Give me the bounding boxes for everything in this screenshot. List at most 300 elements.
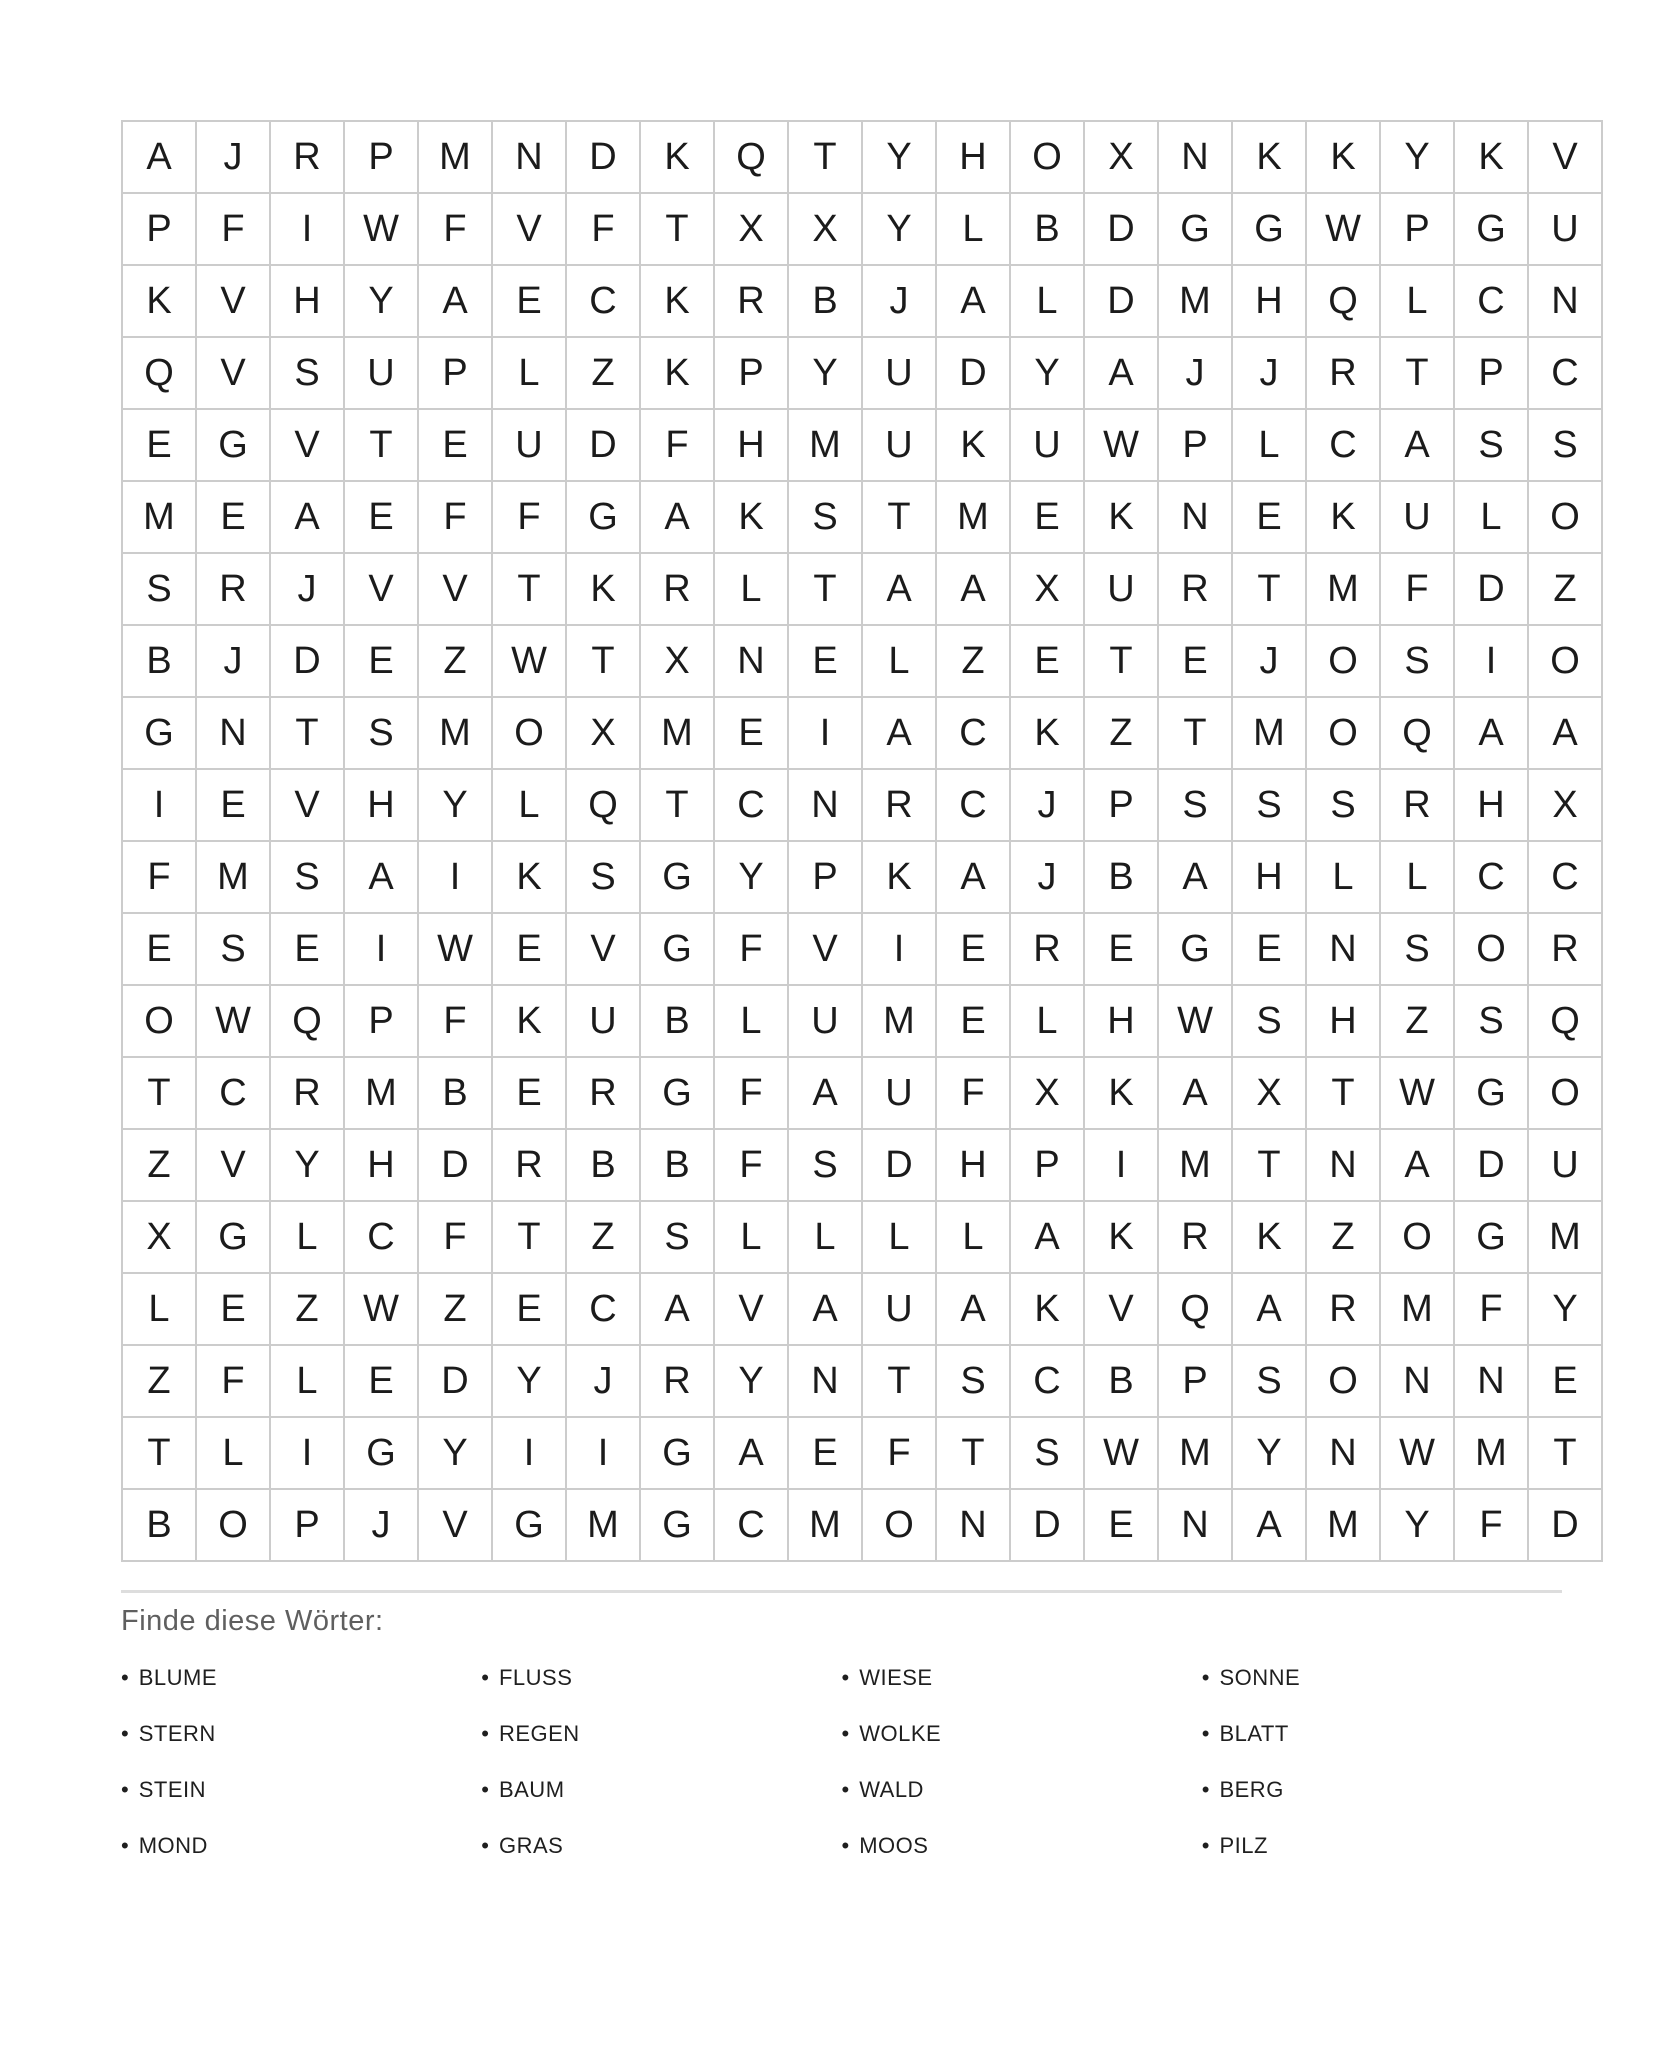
grid-cell-letter: F	[196, 193, 270, 265]
grid-cell-letter: M	[418, 697, 492, 769]
grid-cell-letter: R	[714, 265, 788, 337]
grid-cell-letter: C	[714, 769, 788, 841]
grid-cell-letter: V	[1528, 121, 1602, 193]
grid-cell-letter: R	[566, 1057, 640, 1129]
grid-cell-letter: A	[270, 481, 344, 553]
grid-cell-letter: S	[1232, 985, 1306, 1057]
grid-row	[122, 481, 1602, 553]
grid-cell-letter: A	[1158, 841, 1232, 913]
grid-cell-letter: R	[862, 769, 936, 841]
grid-cell-letter: G	[1158, 193, 1232, 265]
grid-cell-letter: W	[1084, 1417, 1158, 1489]
grid-cell-letter: A	[1232, 1489, 1306, 1561]
grid-cell-letter: N	[1158, 121, 1232, 193]
grid-cell-letter: M	[1158, 1129, 1232, 1201]
bullet-icon: •	[841, 1833, 850, 1858]
grid-cell-letter: T	[1380, 337, 1454, 409]
grid-cell-letter: G	[1454, 1201, 1528, 1273]
grid-cell-letter: S	[1528, 409, 1602, 481]
bullet-icon: •	[1201, 1721, 1210, 1746]
grid-row	[122, 1057, 1602, 1129]
grid-cell-letter: Z	[122, 1129, 196, 1201]
grid-cell-letter: H	[270, 265, 344, 337]
word-label: PILZ	[1219, 1833, 1268, 1858]
grid-cell-letter: I	[862, 913, 936, 985]
grid-cell-letter: Y	[788, 337, 862, 409]
grid-cell-letter: S	[788, 1129, 862, 1201]
word-list-item	[842, 1777, 1202, 1803]
grid-cell-letter: U	[862, 1057, 936, 1129]
page	[121, 120, 1581, 1859]
grid-cell-letter: X	[1084, 121, 1158, 193]
grid-cell-letter: K	[640, 121, 714, 193]
grid-cell-letter: G	[1158, 913, 1232, 985]
grid-cell-letter: A	[862, 553, 936, 625]
bullet-icon: •	[841, 1721, 850, 1746]
grid-cell-letter: T	[788, 553, 862, 625]
grid-cell-letter: J	[862, 265, 936, 337]
grid-cell-letter: X	[1528, 769, 1602, 841]
grid-cell-letter: L	[936, 193, 1010, 265]
grid-cell-letter: B	[122, 1489, 196, 1561]
grid-cell-letter: Y	[862, 121, 936, 193]
word-list-item	[842, 1833, 1202, 1859]
grid-cell-letter: J	[270, 553, 344, 625]
grid-cell-letter: J	[196, 121, 270, 193]
grid-cell-letter: E	[196, 769, 270, 841]
grid-cell-letter: W	[492, 625, 566, 697]
grid-cell-letter: T	[492, 1201, 566, 1273]
word-search-grid	[121, 120, 1603, 1562]
grid-cell-letter: T	[1084, 625, 1158, 697]
grid-cell-letter: Y	[418, 1417, 492, 1489]
grid-cell-letter: N	[1158, 481, 1232, 553]
grid-cell-letter: F	[714, 1129, 788, 1201]
grid-cell-letter: C	[344, 1201, 418, 1273]
grid-cell-letter: C	[936, 769, 1010, 841]
grid-cell-letter: M	[1454, 1417, 1528, 1489]
grid-cell-letter: L	[196, 1417, 270, 1489]
grid-cell-letter: M	[1158, 1417, 1232, 1489]
grid-cell-letter: K	[1232, 1201, 1306, 1273]
grid-cell-letter: T	[862, 481, 936, 553]
grid-cell-letter: F	[1454, 1273, 1528, 1345]
bullet-icon: •	[121, 1665, 129, 1690]
grid-cell-letter: T	[1306, 1057, 1380, 1129]
grid-cell-letter: E	[344, 1345, 418, 1417]
grid-cell-letter: Z	[566, 337, 640, 409]
grid-cell-letter: F	[566, 193, 640, 265]
grid-cell-letter: F	[1454, 1489, 1528, 1561]
grid-cell-letter: D	[1084, 265, 1158, 337]
grid-cell-letter: C	[936, 697, 1010, 769]
grid-cell-letter: L	[1380, 265, 1454, 337]
grid-cell-letter: I	[1454, 625, 1528, 697]
grid-cell-letter: K	[122, 265, 196, 337]
grid-cell-letter: E	[788, 1417, 862, 1489]
grid-cell-letter: G	[196, 1201, 270, 1273]
bullet-icon: •	[121, 1833, 129, 1858]
grid-cell-letter: K	[936, 409, 1010, 481]
grid-cell-letter: H	[1232, 841, 1306, 913]
grid-cell-letter: Y	[862, 193, 936, 265]
grid-cell-letter: Z	[418, 625, 492, 697]
word-label: BAUM	[498, 1777, 565, 1802]
grid-cell-letter: S	[1380, 625, 1454, 697]
grid-cell-letter: N	[1306, 1417, 1380, 1489]
grid-row	[122, 625, 1602, 697]
grid-cell-letter: V	[196, 337, 270, 409]
grid-cell-letter: V	[196, 265, 270, 337]
grid-cell-letter: V	[270, 769, 344, 841]
grid-cell-letter: Y	[1528, 1273, 1602, 1345]
grid-cell-letter: C	[1010, 1345, 1084, 1417]
grid-cell-letter: F	[122, 841, 196, 913]
word-label: STERN	[138, 1721, 216, 1746]
grid-cell-letter: T	[862, 1345, 936, 1417]
grid-cell-letter: N	[1454, 1345, 1528, 1417]
grid-cell-letter: N	[492, 121, 566, 193]
grid-cell-letter: E	[1010, 625, 1084, 697]
word-list-item	[1202, 1665, 1562, 1691]
grid-cell-letter: P	[714, 337, 788, 409]
grid-cell-letter: F	[936, 1057, 1010, 1129]
grid-row	[122, 553, 1602, 625]
word-list-item	[121, 1777, 481, 1803]
grid-cell-letter: T	[344, 409, 418, 481]
grid-cell-letter: H	[936, 1129, 1010, 1201]
grid-cell-letter: U	[566, 985, 640, 1057]
grid-cell-letter: P	[1454, 337, 1528, 409]
grid-cell-letter: A	[1454, 697, 1528, 769]
grid-cell-letter: F	[418, 481, 492, 553]
grid-row	[122, 697, 1602, 769]
grid-cell-letter: A	[640, 1273, 714, 1345]
word-label: BERG	[1219, 1777, 1284, 1802]
grid-cell-letter: Z	[1084, 697, 1158, 769]
grid-cell-letter: P	[1380, 193, 1454, 265]
grid-cell-letter: V	[566, 913, 640, 985]
grid-cell-letter: M	[566, 1489, 640, 1561]
grid-cell-letter: E	[788, 625, 862, 697]
grid-cell-letter: M	[788, 1489, 862, 1561]
grid-cell-letter: N	[1158, 1489, 1232, 1561]
word-list-item	[842, 1721, 1202, 1747]
word-list-item	[1202, 1721, 1562, 1747]
grid-cell-letter: C	[1306, 409, 1380, 481]
grid-cell-letter: L	[714, 985, 788, 1057]
grid-cell-letter: A	[788, 1273, 862, 1345]
grid-cell-letter: N	[1306, 1129, 1380, 1201]
grid-cell-letter: N	[936, 1489, 1010, 1561]
grid-cell-letter: M	[418, 121, 492, 193]
grid-cell-letter: Q	[714, 121, 788, 193]
grid-cell-letter: E	[492, 1057, 566, 1129]
grid-cell-letter: G	[344, 1417, 418, 1489]
grid-cell-letter: X	[640, 625, 714, 697]
grid-cell-letter: O	[1528, 481, 1602, 553]
grid-cell-letter: O	[1528, 1057, 1602, 1129]
grid-cell-letter: B	[122, 625, 196, 697]
grid-row	[122, 121, 1602, 193]
grid-cell-letter: O	[1306, 625, 1380, 697]
grid-cell-letter: U	[862, 1273, 936, 1345]
grid-cell-letter: L	[492, 337, 566, 409]
grid-cell-letter: D	[862, 1129, 936, 1201]
grid-cell-letter: H	[344, 1129, 418, 1201]
grid-cell-letter: J	[1010, 769, 1084, 841]
grid-cell-letter: L	[1306, 841, 1380, 913]
grid-cell-letter: V	[788, 913, 862, 985]
word-list-item	[121, 1665, 481, 1691]
grid-cell-letter: L	[714, 553, 788, 625]
grid-cell-letter: A	[1010, 1201, 1084, 1273]
grid-cell-letter: S	[270, 841, 344, 913]
grid-cell-letter: L	[1010, 985, 1084, 1057]
grid-cell-letter: J	[1158, 337, 1232, 409]
word-label: BLATT	[1219, 1721, 1289, 1746]
word-label: WOLKE	[859, 1721, 942, 1746]
grid-cell-letter: O	[492, 697, 566, 769]
grid-cell-letter: K	[492, 841, 566, 913]
grid-cell-letter: L	[122, 1273, 196, 1345]
grid-cell-letter: K	[640, 337, 714, 409]
grid-cell-letter: S	[1232, 1345, 1306, 1417]
grid-cell-letter: H	[1084, 985, 1158, 1057]
word-list-title: Finde diese Wörter:	[121, 1605, 384, 1637]
grid-cell-letter: J	[1232, 625, 1306, 697]
grid-cell-letter: Y	[714, 1345, 788, 1417]
grid-cell-letter: E	[1528, 1345, 1602, 1417]
grid-cell-letter: G	[640, 841, 714, 913]
grid-cell-letter: C	[714, 1489, 788, 1561]
grid-cell-letter: X	[714, 193, 788, 265]
grid-cell-letter: E	[1010, 481, 1084, 553]
grid-cell-letter: Q	[122, 337, 196, 409]
grid-cell-letter: Y	[492, 1345, 566, 1417]
grid-cell-letter: N	[1306, 913, 1380, 985]
grid-cell-letter: C	[1454, 841, 1528, 913]
grid-cell-letter: R	[1010, 913, 1084, 985]
grid-cell-letter: K	[1454, 121, 1528, 193]
grid-cell-letter: X	[1232, 1057, 1306, 1129]
grid-cell-letter: P	[344, 121, 418, 193]
bullet-icon: •	[1201, 1665, 1210, 1690]
grid-cell-letter: R	[1306, 337, 1380, 409]
grid-cell-letter: E	[1084, 913, 1158, 985]
grid-cell-letter: W	[1306, 193, 1380, 265]
grid-cell-letter: T	[1158, 697, 1232, 769]
grid-cell-letter: A	[1084, 337, 1158, 409]
grid-cell-letter: S	[640, 1201, 714, 1273]
grid-cell-letter: C	[196, 1057, 270, 1129]
grid-cell-letter: Q	[1306, 265, 1380, 337]
grid-cell-letter: L	[1010, 265, 1084, 337]
grid-cell-letter: O	[1306, 1345, 1380, 1417]
grid-cell-letter: W	[344, 1273, 418, 1345]
grid-cell-letter: M	[1306, 553, 1380, 625]
grid-cell-letter: K	[1306, 121, 1380, 193]
grid-cell-letter: Z	[418, 1273, 492, 1345]
grid-cell-letter: C	[1528, 841, 1602, 913]
grid-cell-letter: B	[566, 1129, 640, 1201]
bullet-icon: •	[481, 1833, 489, 1858]
grid-cell-letter: B	[788, 265, 862, 337]
grid-cell-letter: Z	[1306, 1201, 1380, 1273]
grid-cell-letter: Q	[270, 985, 344, 1057]
grid-cell-letter: K	[640, 265, 714, 337]
grid-cell-letter: R	[270, 121, 344, 193]
grid-cell-letter: G	[640, 1057, 714, 1129]
grid-cell-letter: K	[492, 985, 566, 1057]
grid-row	[122, 337, 1602, 409]
grid-cell-letter: Y	[418, 769, 492, 841]
word-list-item	[121, 1721, 481, 1747]
grid-cell-letter: E	[196, 1273, 270, 1345]
grid-cell-letter: Y	[270, 1129, 344, 1201]
grid-row	[122, 409, 1602, 481]
grid-cell-letter: G	[492, 1489, 566, 1561]
grid-cell-letter: L	[270, 1201, 344, 1273]
grid-cell-letter: B	[1010, 193, 1084, 265]
grid-cell-letter: E	[936, 913, 1010, 985]
grid-cell-letter: M	[344, 1057, 418, 1129]
word-list-section	[121, 1590, 1562, 1859]
grid-cell-letter: S	[1010, 1417, 1084, 1489]
grid-cell-letter: S	[196, 913, 270, 985]
grid-cell-letter: B	[640, 1129, 714, 1201]
grid-row	[122, 1345, 1602, 1417]
grid-cell-letter: P	[1158, 409, 1232, 481]
grid-cell-letter: L	[936, 1201, 1010, 1273]
grid-cell-letter: T	[492, 553, 566, 625]
word-label: GRAS	[498, 1833, 564, 1858]
grid-cell-letter: D	[1454, 1129, 1528, 1201]
grid-cell-letter: X	[788, 193, 862, 265]
grid-cell-letter: E	[492, 1273, 566, 1345]
bullet-icon: •	[841, 1777, 850, 1802]
grid-cell-letter: P	[1084, 769, 1158, 841]
grid-cell-letter: E	[1084, 1489, 1158, 1561]
grid-cell-letter: H	[1306, 985, 1380, 1057]
grid-cell-letter: G	[566, 481, 640, 553]
grid-cell-letter: A	[936, 553, 1010, 625]
grid-cell-letter: H	[936, 121, 1010, 193]
grid-cell-letter: N	[1528, 265, 1602, 337]
grid-cell-letter: W	[344, 193, 418, 265]
grid-cell-letter: K	[1084, 1057, 1158, 1129]
grid-cell-letter: A	[1380, 1129, 1454, 1201]
grid-cell-letter: G	[196, 409, 270, 481]
bullet-icon: •	[481, 1721, 489, 1746]
grid-cell-letter: E	[270, 913, 344, 985]
grid-cell-letter: B	[418, 1057, 492, 1129]
grid-cell-letter: M	[1380, 1273, 1454, 1345]
grid-cell-letter: J	[1010, 841, 1084, 913]
grid-row	[122, 841, 1602, 913]
grid-cell-letter: L	[1232, 409, 1306, 481]
bullet-icon: •	[481, 1777, 489, 1802]
grid-cell-letter: O	[122, 985, 196, 1057]
grid-cell-letter: T	[936, 1417, 1010, 1489]
grid-cell-letter: Z	[1380, 985, 1454, 1057]
grid-cell-letter: T	[122, 1057, 196, 1129]
word-label: MOND	[138, 1833, 208, 1858]
grid-cell-letter: R	[640, 1345, 714, 1417]
grid-cell-letter: J	[566, 1345, 640, 1417]
grid-cell-letter: S	[270, 337, 344, 409]
grid-cell-letter: C	[1454, 265, 1528, 337]
grid-cell-letter: K	[1084, 481, 1158, 553]
grid-cell-letter: R	[640, 553, 714, 625]
grid-cell-letter: E	[492, 913, 566, 985]
grid-cell-letter: X	[566, 697, 640, 769]
grid-cell-letter: H	[714, 409, 788, 481]
grid-cell-letter: D	[1454, 553, 1528, 625]
grid-cell-letter: F	[492, 481, 566, 553]
grid-cell-letter: Y	[714, 841, 788, 913]
grid-cell-letter: Y	[1232, 1417, 1306, 1489]
grid-cell-letter: C	[1528, 337, 1602, 409]
grid-cell-letter: Z	[566, 1201, 640, 1273]
grid-cell-letter: W	[418, 913, 492, 985]
grid-cell-letter: E	[122, 913, 196, 985]
word-label: REGEN	[498, 1721, 580, 1746]
grid-cell-letter: E	[122, 409, 196, 481]
grid-cell-letter: E	[196, 481, 270, 553]
grid-cell-letter: P	[122, 193, 196, 265]
grid-cell-letter: Z	[270, 1273, 344, 1345]
grid-cell-letter: V	[1084, 1273, 1158, 1345]
grid-cell-letter: J	[1232, 337, 1306, 409]
bullet-icon: •	[1201, 1777, 1210, 1802]
grid-cell-letter: L	[492, 769, 566, 841]
grid-cell-letter: F	[418, 985, 492, 1057]
grid-cell-letter: M	[936, 481, 1010, 553]
grid-row	[122, 769, 1602, 841]
grid-cell-letter: T	[640, 769, 714, 841]
grid-cell-letter: L	[862, 1201, 936, 1273]
grid-cell-letter: V	[714, 1273, 788, 1345]
grid-cell-letter: I	[788, 697, 862, 769]
word-list-item	[1202, 1777, 1562, 1803]
grid-cell-letter: P	[1158, 1345, 1232, 1417]
grid-cell-letter: U	[344, 337, 418, 409]
grid-cell-letter: F	[714, 913, 788, 985]
grid-cell-letter: Q	[566, 769, 640, 841]
grid-row	[122, 1489, 1602, 1561]
grid-cell-letter: G	[640, 1417, 714, 1489]
grid-cell-letter: Q	[1528, 985, 1602, 1057]
grid-cell-letter: L	[270, 1345, 344, 1417]
grid-row	[122, 1273, 1602, 1345]
grid-cell-letter: G	[640, 1489, 714, 1561]
grid-row	[122, 985, 1602, 1057]
grid-cell-letter: C	[566, 1273, 640, 1345]
grid-cell-letter: N	[714, 625, 788, 697]
grid-cell-letter: T	[640, 193, 714, 265]
grid-cell-letter: E	[418, 409, 492, 481]
grid-cell-letter: E	[714, 697, 788, 769]
grid-cell-letter: U	[492, 409, 566, 481]
grid-cell-letter: O	[1010, 121, 1084, 193]
grid-cell-letter: L	[714, 1201, 788, 1273]
grid-cell-letter: V	[196, 1129, 270, 1201]
grid-cell-letter: R	[492, 1129, 566, 1201]
grid-cell-letter: U	[1528, 1129, 1602, 1201]
grid-cell-letter: M	[788, 409, 862, 481]
grid-cell-letter: O	[196, 1489, 270, 1561]
